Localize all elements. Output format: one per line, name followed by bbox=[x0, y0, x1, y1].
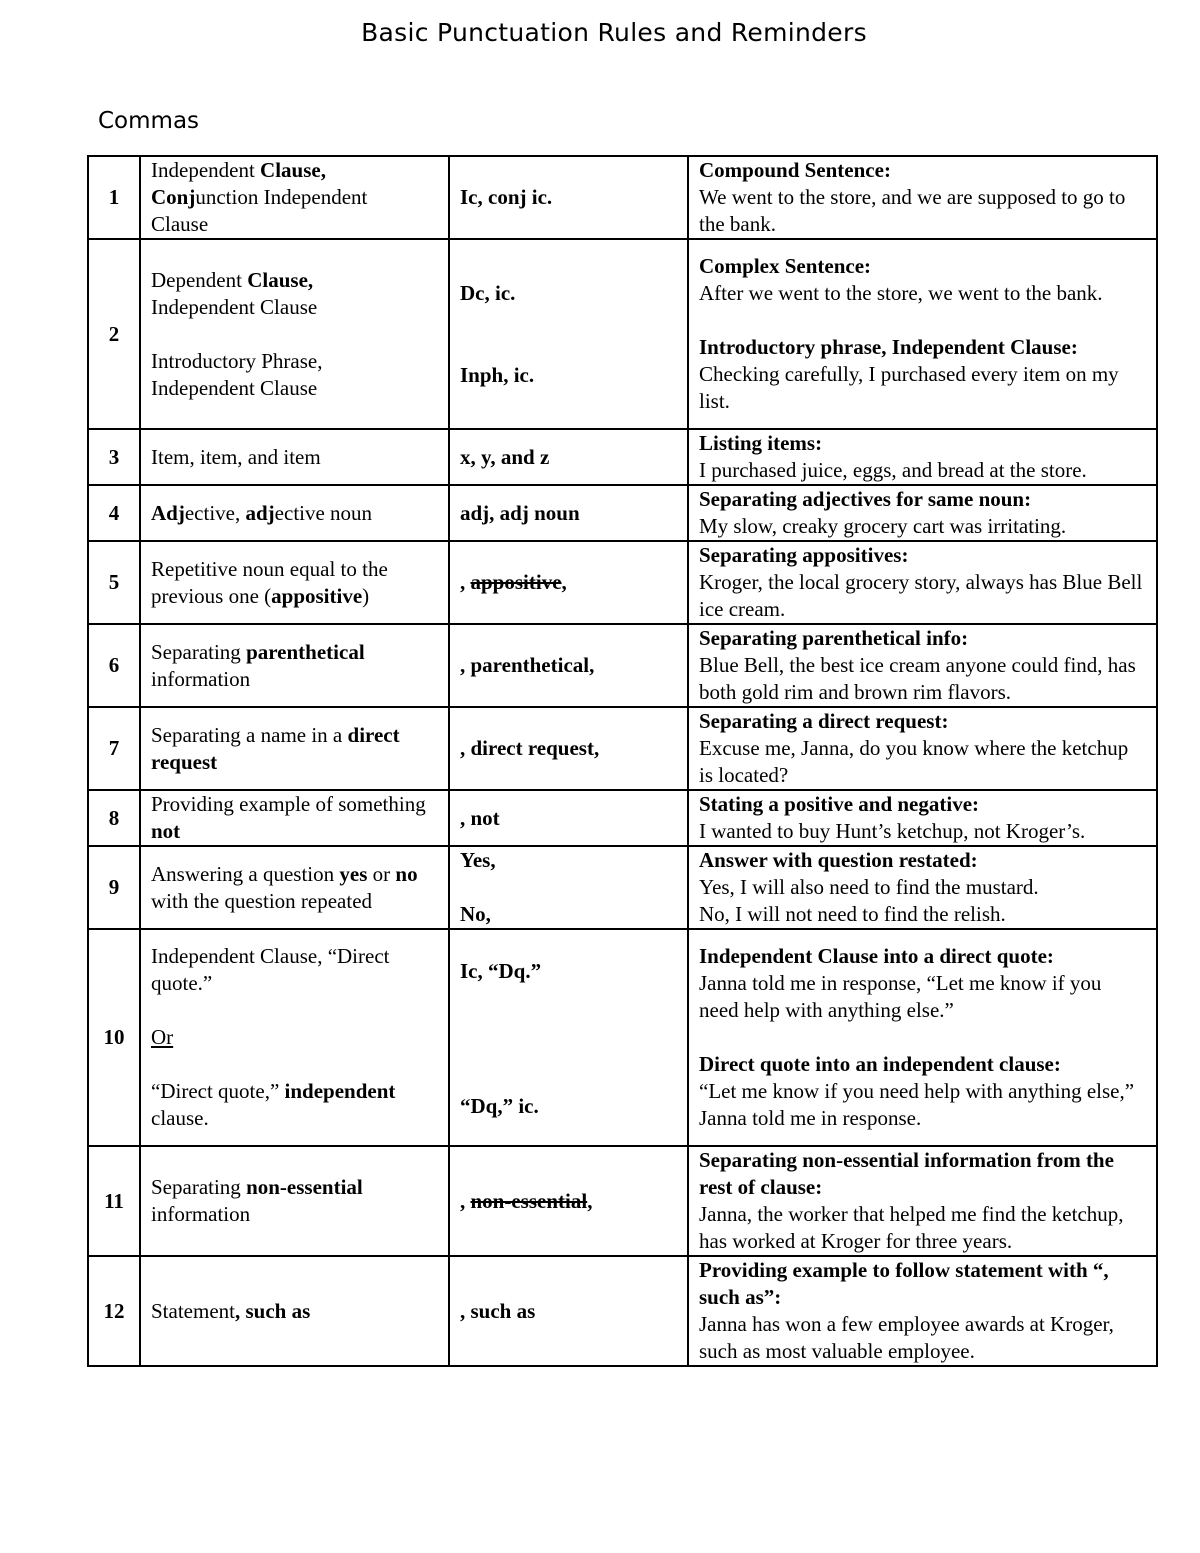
rule-formula: Ic, “Dq.” “Dq,” ic. bbox=[449, 929, 688, 1146]
comma-rules-table bbox=[87, 155, 1158, 1367]
section-heading-commas: Commas bbox=[98, 108, 200, 134]
rule-description: Independent Clause, “Direct quote.” Or “Direct quote,” independent clause. bbox=[140, 929, 449, 1146]
rule-example: Separating parenthetical info: Blue Bell, the best ice cream anyone could find, has both gold rim and brown rim flavors. bbox=[688, 624, 1157, 707]
rule-number: 4 bbox=[88, 485, 140, 541]
rule-example: Separating non-essential information from the rest of clause: Janna, the worker that helped me find the ketchup, has worked at Kroger for three years. bbox=[688, 1146, 1157, 1256]
rule-formula: Dc, ic. Inph, ic. bbox=[449, 239, 688, 429]
rule-number: 8 bbox=[88, 790, 140, 846]
rule-number: 6 bbox=[88, 624, 140, 707]
rule-formula: adj, adj noun bbox=[449, 485, 688, 541]
rule-example: Answer with question restated: Yes, I will also need to find the mustard. No, I will not need to find the relish. bbox=[688, 846, 1157, 929]
rule-description: Answering a question yes or no with the question repeated bbox=[140, 846, 449, 929]
table-row bbox=[88, 707, 1157, 790]
rule-description: Repetitive noun equal to the previous one (appositive) bbox=[140, 541, 449, 624]
rule-formula: , not bbox=[449, 790, 688, 846]
rule-example: Separating adjectives for same noun: My slow, creaky grocery cart was irritating. bbox=[688, 485, 1157, 541]
rule-number: 7 bbox=[88, 707, 140, 790]
rule-formula: x, y, and z bbox=[449, 429, 688, 485]
table-row bbox=[88, 541, 1157, 624]
rule-description: Providing example of something not bbox=[140, 790, 449, 846]
rule-number: 11 bbox=[88, 1146, 140, 1256]
rule-example: Independent Clause into a direct quote: Janna told me in response, “Let me know if you need help with anything else.” Direct quote into an independent clause: “Let me know if you need help with anything else,” Janna told me in response. bbox=[688, 929, 1157, 1146]
rule-formula: , direct request, bbox=[449, 707, 688, 790]
rule-example: Separating appositives: Kroger, the local grocery story, always has Blue Bell ice cream. bbox=[688, 541, 1157, 624]
rule-example: Stating a positive and negative: I wanted to buy Hunt’s ketchup, not Kroger’s. bbox=[688, 790, 1157, 846]
rule-description: Statement, such as bbox=[140, 1256, 449, 1366]
table-row bbox=[88, 790, 1157, 846]
rule-number: 1 bbox=[88, 156, 140, 239]
rule-formula: , non-essential, bbox=[449, 1146, 688, 1256]
rule-example: Separating a direct request: Excuse me, Janna, do you know where the ketchup is located? bbox=[688, 707, 1157, 790]
table-row bbox=[88, 156, 1157, 239]
rule-formula: , parenthetical, bbox=[449, 624, 688, 707]
rule-formula: Ic, conj ic. bbox=[449, 156, 688, 239]
rule-example: Providing example to follow statement with “, such as”: Janna has won a few employee awards at Kroger, such as most valuable employee. bbox=[688, 1256, 1157, 1366]
table-row bbox=[88, 929, 1157, 1146]
rule-description: Separating a name in a direct request bbox=[140, 707, 449, 790]
rule-number: 3 bbox=[88, 429, 140, 485]
rule-number: 12 bbox=[88, 1256, 140, 1366]
rule-number: 9 bbox=[88, 846, 140, 929]
document-title: Basic Punctuation Rules and Reminders bbox=[361, 18, 867, 47]
table-row bbox=[88, 846, 1157, 929]
rule-example: Compound Sentence: We went to the store, and we are supposed to go to the bank. bbox=[688, 156, 1157, 239]
rule-description: Separating parenthetical information bbox=[140, 624, 449, 707]
rule-description: Adjective, adjective noun bbox=[140, 485, 449, 541]
table-row bbox=[88, 624, 1157, 707]
rule-description: Dependent Clause, Independent Clause Introductory Phrase, Independent Clause bbox=[140, 239, 449, 429]
table-row bbox=[88, 429, 1157, 485]
rule-formula: Yes, No, bbox=[449, 846, 688, 929]
rule-number: 10 bbox=[88, 929, 140, 1146]
rule-number: 5 bbox=[88, 541, 140, 624]
rule-number: 2 bbox=[88, 239, 140, 429]
table-row bbox=[88, 1146, 1157, 1256]
rule-description: Separating non-essential information bbox=[140, 1146, 449, 1256]
rule-formula: , such as bbox=[449, 1256, 688, 1366]
rule-description: Item, item, and item bbox=[140, 429, 449, 485]
rule-formula: , appositive, bbox=[449, 541, 688, 624]
table-row bbox=[88, 485, 1157, 541]
rule-description: Independent Clause, Conjunction Independent Clause bbox=[140, 156, 449, 239]
table-row bbox=[88, 239, 1157, 429]
rule-example: Listing items: I purchased juice, eggs, and bread at the store. bbox=[688, 429, 1157, 485]
rule-example: Complex Sentence: After we went to the store, we went to the bank. Introductory phrase, Independent Clause: Checking carefully, I purchased every item on my list. bbox=[688, 239, 1157, 429]
table-row bbox=[88, 1256, 1157, 1366]
